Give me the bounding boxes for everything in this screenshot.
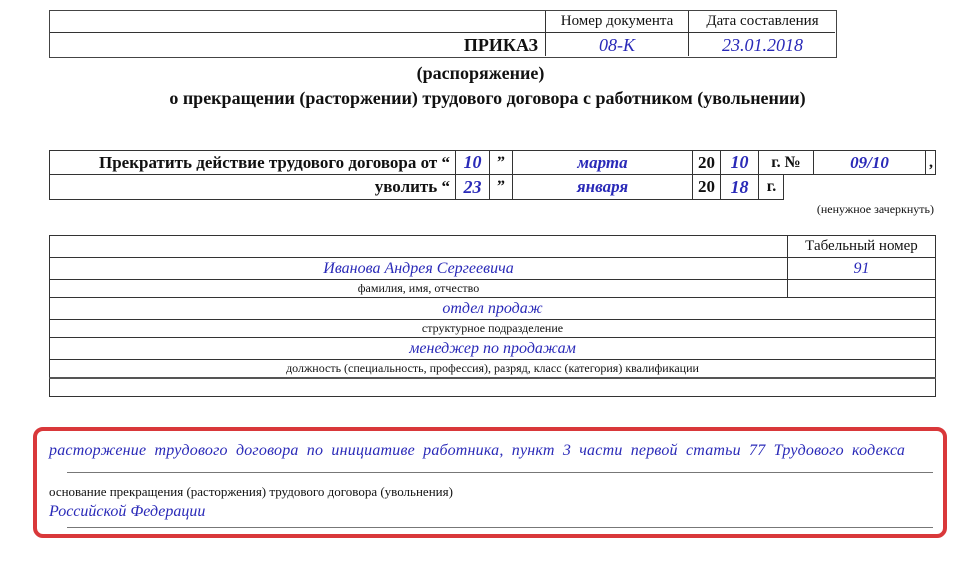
dismiss-label: уволить “ [374,177,450,196]
name-caption: фамилия, имя, отчество [357,281,480,295]
doc-number-label: Номер документа [560,13,674,29]
dismiss-day-field[interactable]: 23 [463,176,482,197]
strike-note: (ненужное зачеркнуть) [816,201,934,216]
century-label: 20 [698,177,715,196]
underline [67,527,933,528]
doc-date-field[interactable]: 23.01.2018 [722,34,803,55]
contract-number-field[interactable]: 09/10 [850,152,889,172]
employee-name-field[interactable]: Иванова Андрея Сергеевича [323,259,514,277]
tab-number-field[interactable]: 91 [853,259,870,277]
subtitle: (распоряжение) [416,62,545,83]
doc-date-label: Дата составления [706,13,819,29]
termination-basis-highlight [33,427,947,538]
century-label: 20 [698,152,715,172]
position-field[interactable]: менеджер по продажам [409,339,576,357]
document-header-table [49,10,837,58]
comma: , [929,153,933,171]
department-caption: структурное подразделение [421,321,564,335]
contract-day-field[interactable]: 10 [463,152,482,172]
basis-text-line-1[interactable]: расторжение трудового договора по инициативе работника, пункт 3 части первой статьи 77 Трудового кодекса [49,442,906,459]
contract-from-label: Прекратить действие трудового договора от “ [99,152,450,172]
doc-title: ПРИКАЗ [463,34,538,55]
close-quote: ” [497,178,505,195]
basis-text-line-2[interactable]: Российской Федерации [49,503,206,520]
dismiss-month-field[interactable]: января [576,177,629,196]
contract-month-field[interactable]: марта [577,152,628,172]
page-title: о прекращении (расторжении) трудового договора с работником (увольнении) [169,87,806,108]
tab-number-label: Табельный номер [805,238,918,254]
number-label: г. № [771,153,801,171]
dismiss-year-field[interactable]: 18 [730,176,749,197]
year-suffix: г. [766,178,777,195]
department-field[interactable]: отдел продаж [442,299,543,317]
position-caption: должность (специальность, профессия), разряд, класс (категория) квалификации [286,361,699,375]
doc-number-field[interactable]: 08-К [599,34,635,55]
underline [67,472,933,473]
contract-year-field[interactable]: 10 [730,152,749,172]
basis-caption: основание прекращения (расторжения) трудового договора (увольнения) [49,484,453,499]
close-quote: ” [497,153,505,171]
